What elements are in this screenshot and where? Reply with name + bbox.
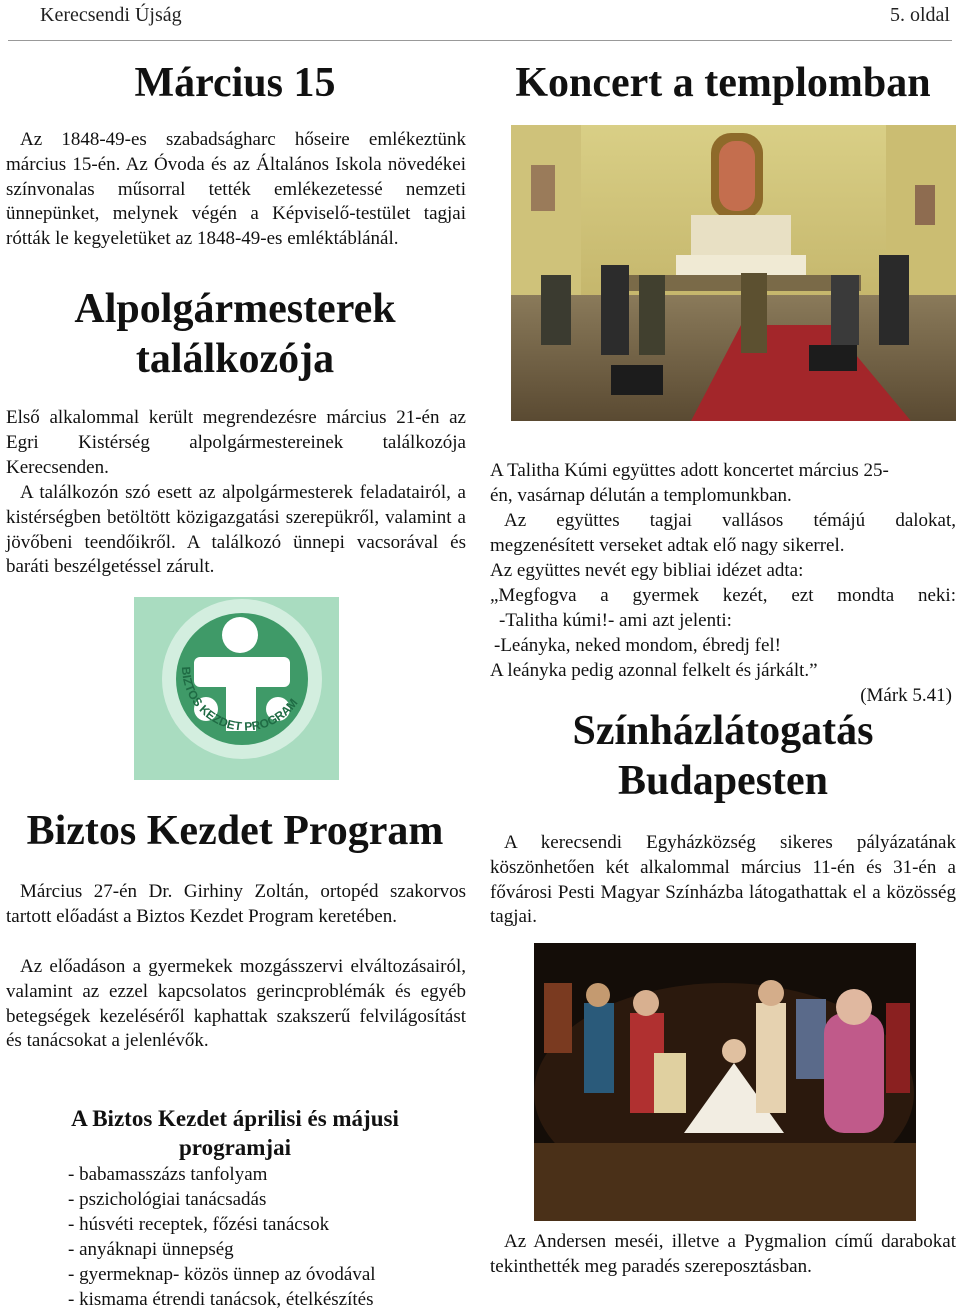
mayors-title-line1: Alpolgármesterek	[74, 286, 396, 332]
list-item: - pszichológiai tanácsadás	[68, 1189, 267, 1210]
theatre-paragraph-2: Az Andersen meséi, illetve a Pygmalion című darabokat tekinthették meg paradés szereposztásban.	[490, 1231, 956, 1277]
theatre-title-line1: Színházlátogatás	[572, 708, 874, 754]
bkp-title: Biztos Kezdet Program	[26, 808, 444, 854]
newspaper-name: Kerecsendi Újság	[40, 4, 182, 26]
concert-text	[490, 458, 956, 708]
programs-title	[0, 1104, 470, 1162]
mayors-paragraph-2: A találkozón szó esett az alpolgármesterek feladatairól, a kistérségben betöltött közigazgatási szerepükről, valamint a jövőbeni teendőikről. A találkozó ünnepi vacsorával és baráti beszélgetéssel zárult.	[6, 482, 466, 578]
mayors-paragraph-1: Első alkalommal került megrendezésre március 21-én az Egri Kistérség alpolgármestereinek találkozója Kerecsenden.	[6, 407, 466, 478]
theatre-title-line2: Budapesten	[617, 758, 829, 804]
concert-line-9: A leányka pedig azonnal felkelt és járkált.”	[490, 660, 818, 681]
list-item: - kismama étrendi tanácsok, ételkészítés	[68, 1289, 374, 1310]
concert-line-6: „Megfogva a gyermek kezét, ezt mondta neki:	[490, 585, 956, 606]
list-item: - anyáknapi ünnepség	[68, 1239, 234, 1260]
theatre-paragraph-1: A kerecsendi Egyházközség sikeres pályázatának köszönhetően két alkalommal március 11-én és 31-én a fővárosi Pesti Magyar Színházba látogathattak el a közösség tagjai.	[490, 832, 956, 928]
concert-line-4: megzenésített verseket adtak elő nagy sikerrel.	[490, 535, 845, 556]
concert-photo	[511, 125, 956, 421]
march15-title: Március 15	[134, 60, 336, 106]
march15-text: Az 1848-49-es szabadságharc hőseire emlékeztünk március 15-én. Az Óvoda és az Általános Iskola növedékei színvonalas műsorral tették emlékezetessé nemzeti ünnepünket, melynek végén a Képviselő-testület tagjai rótták le kegyeletüket az 1848-49-es emléktáblánál.	[6, 129, 466, 250]
mayors-title-line2: találkozója	[135, 336, 335, 382]
concert-line-5: Az együttes nevét egy bibliai idézet adta:	[490, 560, 804, 581]
programs-title-line1: A Biztos Kezdet áprilisi és májusi	[71, 1106, 399, 1131]
concert-line-2: én, vasárnap délután a templomunkban.	[490, 485, 792, 506]
list-item: - húsvéti receptek, főzési tanácsok	[68, 1214, 330, 1235]
bkp-paragraph-1: Március 27-én Dr. Girhiny Zoltán, ortopéd szakorvos tartott előadást a Biztos Kezdet Program keretében.	[6, 881, 466, 927]
concert-citation: (Márk 5.41)	[860, 685, 952, 706]
biztos-kezdet-logo	[134, 597, 339, 780]
header-rule	[8, 40, 952, 41]
logo-text: BIZTOS KEZDET PROGRAM	[178, 666, 301, 734]
theatre-photo	[534, 943, 916, 1221]
page-number: 5. oldal	[890, 4, 950, 26]
concert-line-1: A Talitha Kúmi együttes adott koncertet március 25-	[490, 460, 889, 481]
list-item: - gyermeknap- közös ünnep az óvodával	[68, 1264, 376, 1285]
bkp-paragraph-2: Az előadáson a gyermekek mozgásszervi elváltozásairól, valamint az ezzel kapcsolatos gerincproblémák és egyéb betegségek kezeléséről kaphattak szakszerű felvilágosítást és tanácsokat a jelenlévők.	[6, 956, 466, 1052]
programs-list	[68, 1162, 468, 1312]
list-item: - babamasszázs tanfolyam	[68, 1164, 268, 1185]
concert-line-8: -Leányka, neked mondom, ébredj fel!	[494, 635, 781, 656]
concert-title: Koncert a templomban	[515, 60, 931, 106]
concert-line-3: Az együttes tagjai vallásos témájú dalokat,	[504, 510, 956, 531]
programs-title-line2: programjai	[178, 1135, 291, 1160]
concert-line-7: -Talitha kúmi!- ami azt jelenti:	[499, 610, 732, 631]
